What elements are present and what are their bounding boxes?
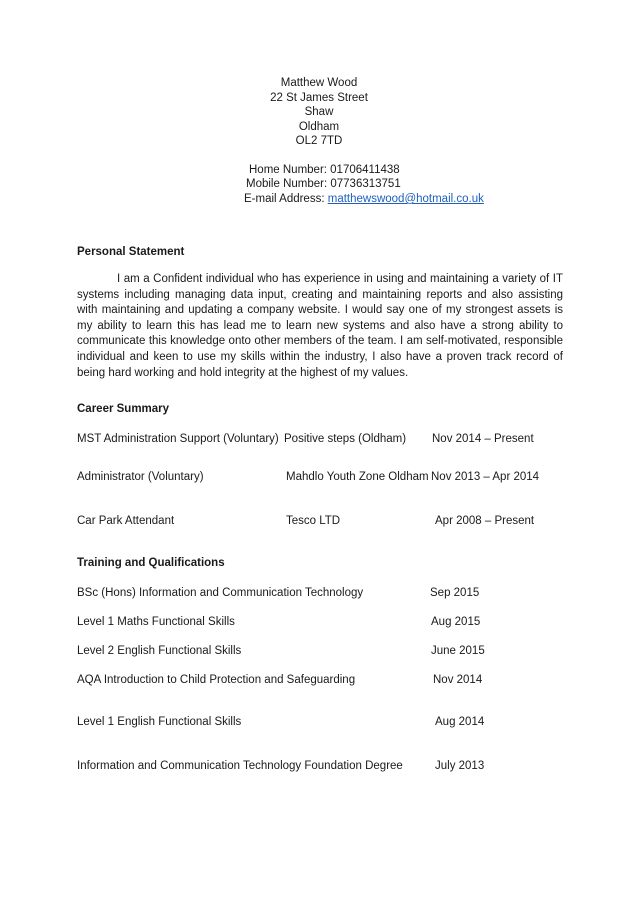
qualification-entry <box>0 645 638 661</box>
address-line: OL2 7TD <box>295 135 343 148</box>
address-line: Shaw <box>304 106 334 119</box>
qualification-entry <box>0 616 638 632</box>
personal-statement-heading: Personal Statement <box>77 246 185 258</box>
email-link[interactable]: matthewswood@hotmail.co.uk <box>327 193 484 205</box>
qualification-date: June 2015 <box>431 645 485 657</box>
qualification-entry <box>0 716 638 732</box>
qualification-date: July 2013 <box>435 760 485 772</box>
qualification-title: Level 1 Maths Functional Skills <box>77 616 235 628</box>
career-role: MST Administration Support (Voluntary) <box>77 433 279 445</box>
address-line: Oldham <box>298 120 340 133</box>
qualification-date: Nov 2014 <box>433 674 483 686</box>
email-line <box>244 192 484 207</box>
career-organisation: Positive steps (Oldham) <box>284 433 407 445</box>
career-organisation: Tesco LTD <box>286 515 341 527</box>
career-role: Car Park Attendant <box>77 515 175 527</box>
qualification-entry <box>0 587 638 603</box>
home-number: Home Number: 01706411438 <box>249 164 400 176</box>
career-dates: Nov 2013 – Apr 2014 <box>431 471 540 483</box>
training-heading: Training and Qualifications <box>77 557 225 569</box>
address-block <box>219 76 419 149</box>
career-dates: Nov 2014 – Present <box>432 433 534 445</box>
email-label: E-mail Address: <box>244 193 328 205</box>
career-dates: Apr 2008 – Present <box>435 515 535 527</box>
career-entry <box>0 433 638 449</box>
career-organisation: Mahdlo Youth Zone Oldham <box>286 471 429 483</box>
career-role: Administrator (Voluntary) <box>77 471 204 483</box>
career-entry <box>0 515 638 531</box>
qualification-entry <box>0 760 638 776</box>
qualification-title: BSc (Hons) Information and Communication Technology <box>77 587 364 599</box>
qualification-entry <box>0 674 638 690</box>
address-line: 22 St James Street <box>270 91 368 104</box>
qualification-title: Level 2 English Functional Skills <box>77 645 242 657</box>
qualification-date: Aug 2014 <box>435 716 485 728</box>
qualification-title: Level 1 English Functional Skills <box>77 716 242 728</box>
qualification-date: Aug 2015 <box>431 616 481 628</box>
candidate-name: Matthew Wood <box>280 77 358 89</box>
qualification-date: Sep 2015 <box>430 587 480 599</box>
qualification-title: AQA Introduction to Child Protection and Safeguarding <box>77 674 356 686</box>
personal-statement-text: I am a Confident individual who has experience in using and maintaining a variety of IT systems including managing data input, creating and maintaining reports and also assisting with maintaining and updating a company website. I would say one of my strongest assets is my ability to learn this has lead me to learn new systems and also have a strong ability to communicate this knowledge onto other members of the team. I am self-motivated, responsible individual and keen to use my skills within the industry, I also have a proven track record of being hard working and hold integrity at the highest of my values. <box>77 273 563 379</box>
career-entry <box>0 471 638 487</box>
qualification-title: Information and Communication Technology Foundation Degree <box>77 760 403 772</box>
mobile-number: Mobile Number: 07736313751 <box>246 178 401 190</box>
career-summary-heading: Career Summary <box>77 403 170 415</box>
